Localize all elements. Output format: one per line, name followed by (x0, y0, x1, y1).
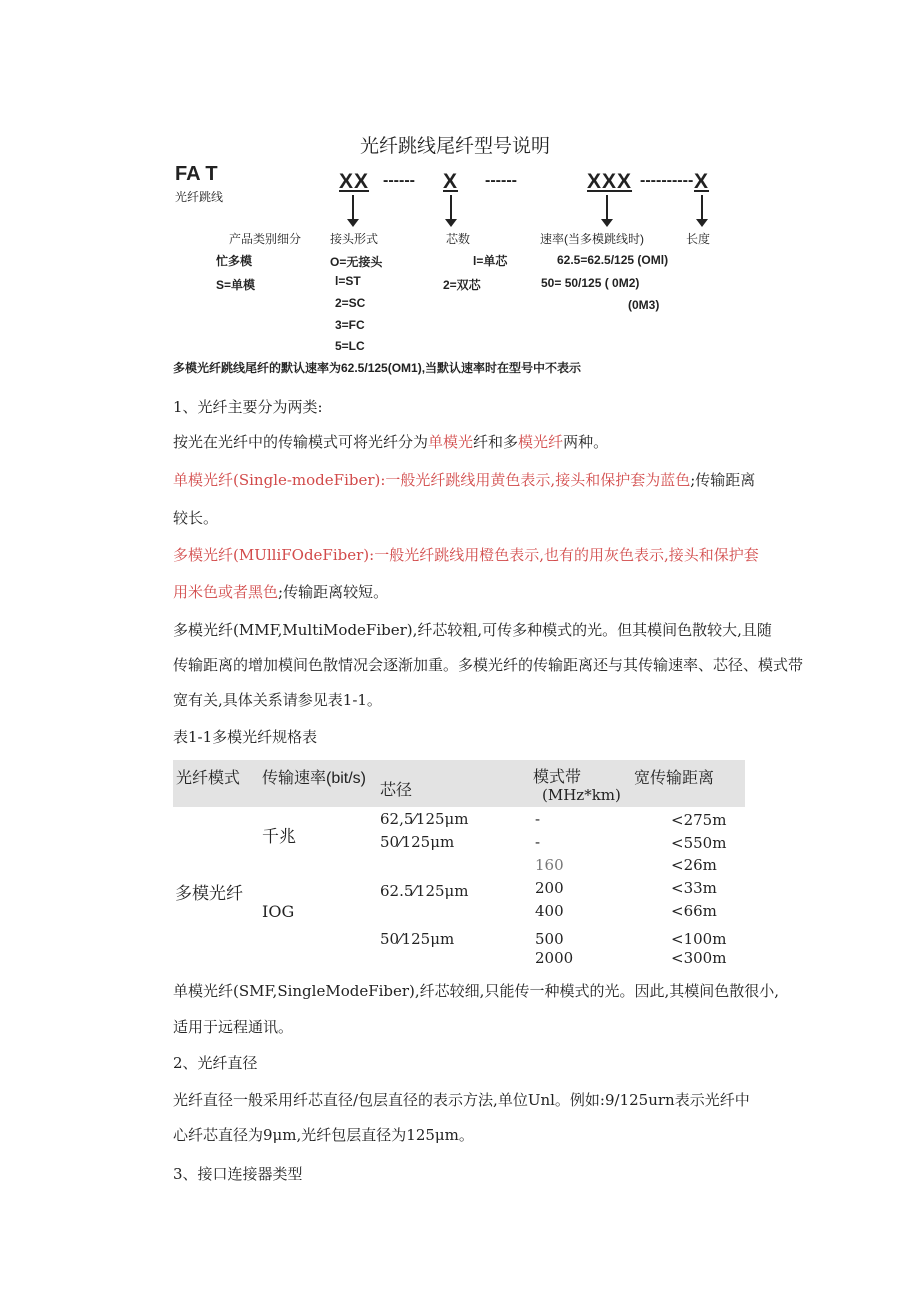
section-2-description-line-2: 心纤芯直径为9μm,光纤包层直径为125μm。 (173, 1126, 474, 1144)
table-rate-gigabit: 千兆 (262, 827, 296, 846)
text-run: 两种。 (563, 433, 609, 451)
table-core-cell: 62,5⁄125μm (380, 810, 469, 828)
dash-3: ---------- (640, 172, 694, 189)
text-run: ;传输距离较短。 (278, 583, 389, 601)
diagram-note: 多模光纤跳线尾纤的默认速率为62.5/125(OM1),当默认速率时在型号中不表示 (173, 361, 582, 375)
table-distance-cell: <550m (671, 834, 727, 852)
rate-om1: 62.5=62.5/125 (OMl) (557, 253, 669, 267)
section-1-heading: 1、光纤主要分为两类: (173, 398, 323, 416)
smf-colors-line-1 (173, 470, 755, 490)
table-bandwidth-cell: - (535, 833, 541, 851)
dash-2: ------ (485, 172, 517, 189)
arrow-rate (606, 195, 608, 220)
mmf-colors-line-1: 多模光纤(MUlliFOdeFiber):一般光纤跳线用橙色表示,也有的用灰色表示,接头和保护套 (173, 546, 759, 564)
smf-colors-line-2: 较长。 (173, 509, 219, 527)
text-run-red: 单模光纤(Single-modeFiber):一般光纤跳线用黄色表示,接头和保护套为蓝色 (173, 471, 691, 489)
table-distance-cell: <100m (671, 930, 727, 948)
table-core-cell: 50⁄125μm (380, 833, 455, 851)
code-category: XX (339, 170, 370, 193)
table-rate-10g: IOG (262, 902, 295, 921)
text-run-red: 模光纤 (518, 433, 564, 451)
section-2-heading: 2、光纤直径 (173, 1054, 258, 1072)
code-connector: X (443, 170, 459, 193)
smf-description-line-2: 适用于远程通讯。 (173, 1018, 294, 1036)
arrow-cores (450, 195, 452, 220)
table-header-distance: 宽传输距离 (634, 770, 715, 787)
table-header-rate: 传输速率(bit/s) (262, 770, 367, 787)
rate-om3: (0M3) (628, 298, 660, 312)
connector-none: O=无接头 (330, 255, 383, 269)
table-mode-cell: 多模光纤 (175, 884, 243, 903)
text-run: ;传输距离 (690, 471, 756, 489)
table-core-cell: 62.5⁄125μm (380, 882, 469, 900)
dash-1: ------ (383, 172, 415, 189)
text-run: 纤和多 (473, 433, 519, 451)
text-run-red: 用米色或者黑色 (173, 583, 279, 601)
connector-lc: 5=LC (335, 339, 365, 353)
label-cores: 芯数 (446, 232, 471, 246)
table-caption: 表1-1多模光纤规格表 (173, 728, 318, 746)
arrow-length (701, 195, 703, 220)
table-bandwidth-cell: 500 (535, 930, 564, 948)
category-singlemode: S=单模 (216, 278, 256, 292)
table-distance-cell: <66m (671, 902, 717, 920)
code-cores: XXX (587, 170, 633, 193)
table-header-bandwidth: 模式带 (533, 769, 582, 786)
text-run-red: 单模光 (428, 433, 474, 451)
table-core-cell: 50⁄125μm (380, 930, 455, 948)
table-header-mode: 光纤模式 (176, 770, 241, 787)
table-distance-cell: <26m (671, 856, 717, 874)
cores-dual: 2=双芯 (443, 278, 481, 292)
connector-sc: 2=SC (335, 296, 366, 310)
text-run: 按光在光纤中的传输模式可将光纤分为 (173, 433, 429, 451)
table-distance-cell: <33m (671, 879, 717, 897)
label-length: 长度 (686, 232, 711, 246)
table-distance-cell: <275m (671, 811, 727, 829)
section-3-heading: 3、接口连接器类型 (173, 1165, 303, 1183)
prefix-label: 光纤跳线 (175, 190, 224, 204)
section-2-description-line-1: 光纤直径一般采用纤芯直径/包层直径的表示方法,单位Unl。例如:9/125urn表示光纤中 (173, 1091, 750, 1109)
table-header-bandwidth-unit: (MHz*km) (542, 786, 621, 804)
prefix-code: FA T (175, 163, 218, 185)
label-connector: 接头形式 (330, 232, 379, 246)
category-multimode: 忙多模 (216, 254, 253, 268)
label-rate: 速率(当多模跳线时) (540, 232, 644, 246)
section-1-paragraph (173, 432, 608, 452)
smf-description-line-1: 单模光纤(SMF,SingleModeFiber),纤芯较细,只能传一种模式的光。因此,其模间色散很小, (173, 982, 779, 1000)
table-bandwidth-cell: 400 (535, 902, 564, 920)
code-length: X (694, 170, 710, 193)
mmf-description-line-2: 传输距离的增加模间色散情况会逐渐加重。多模光纤的传输距离还与其传输速率、芯径、模式带 (173, 656, 804, 674)
table-bandwidth-cell: 2000 (535, 949, 574, 967)
mmf-description-line-3: 宽有关,具体关系请参见表1-1。 (173, 691, 382, 709)
table-distance-cell: <300m (671, 949, 727, 967)
table-bandwidth-cell: 160 (535, 856, 564, 874)
table-header-core: 芯径 (380, 782, 413, 799)
cores-single: l=单芯 (473, 254, 508, 268)
connector-st: l=ST (335, 274, 361, 288)
mmf-description-line-1: 多模光纤(MMF,MultiModeFiber),纤芯较粗,可传多种模式的光。但其模间色散较大,且随 (173, 621, 772, 639)
diagram-title: 光纤跳线尾纤型号说明 (360, 136, 551, 157)
table-bandwidth-cell: - (535, 810, 541, 828)
mmf-colors-line-2 (173, 582, 388, 602)
connector-fc: 3=FC (335, 318, 365, 332)
table-bandwidth-cell: 200 (535, 879, 564, 897)
arrow-connector (352, 195, 354, 220)
label-category: 产品类别细分 (229, 232, 302, 246)
rate-om2: 50= 50/125 ( 0M2) (541, 276, 640, 290)
